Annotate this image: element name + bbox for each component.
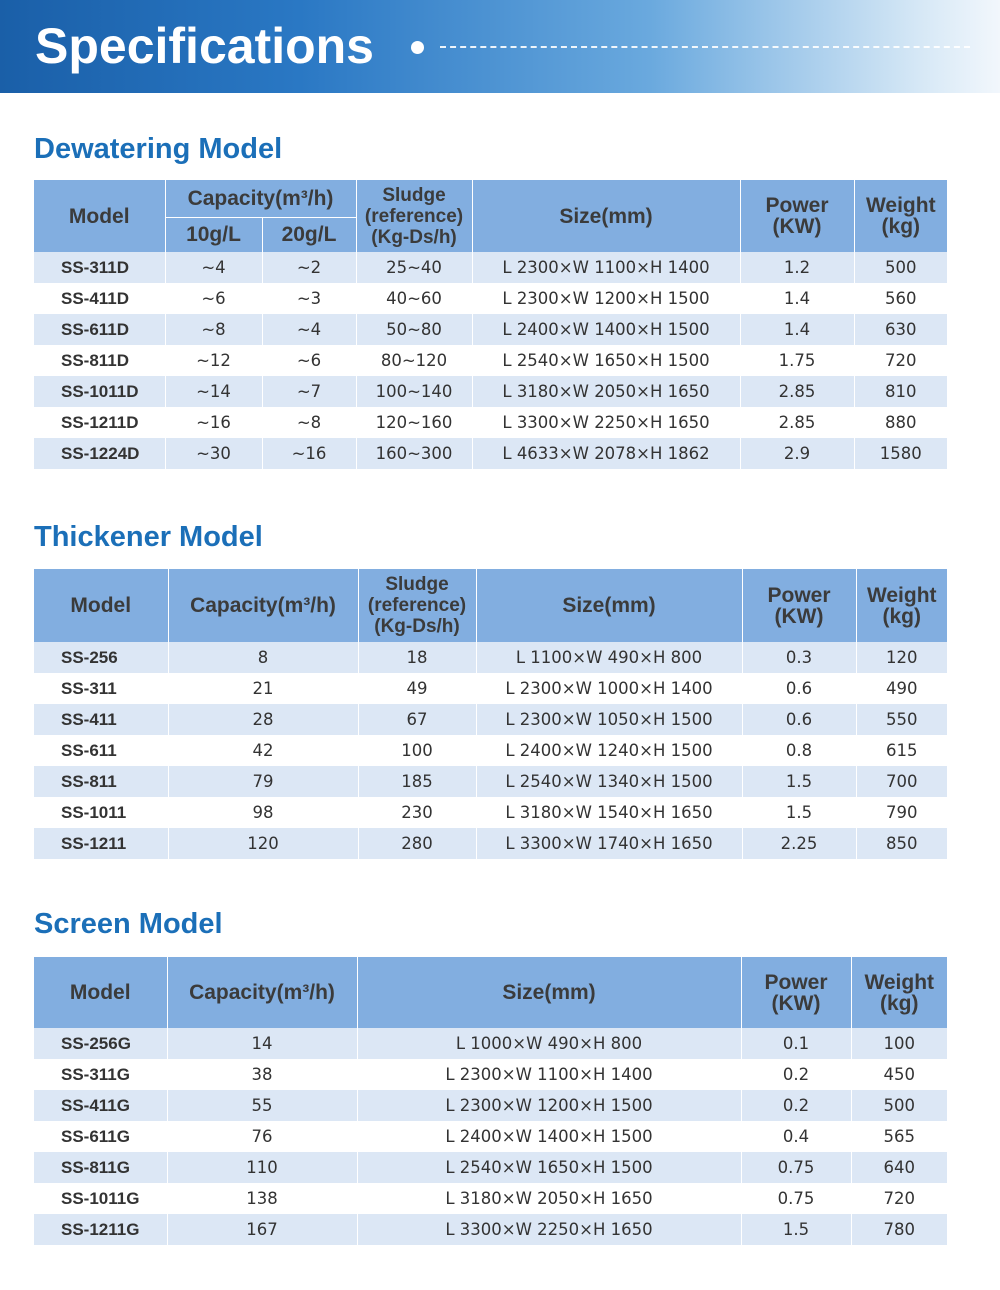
banner-dashed-line xyxy=(440,46,970,48)
cell-power: 1.4 xyxy=(740,314,854,345)
dewatering-section-title: Dewatering Model xyxy=(34,133,283,165)
cell-model: SS-611D xyxy=(34,314,165,345)
table-row xyxy=(34,252,947,283)
cell-size: L 2400×W 1400×H 1500 xyxy=(357,1121,741,1152)
header-model: Model xyxy=(34,569,168,642)
cell-capacity-10: ~12 xyxy=(165,345,262,376)
header-weight-line2: (kg) xyxy=(880,991,919,1015)
cell-sludge: 185 xyxy=(358,766,476,797)
table-row xyxy=(34,1121,947,1152)
header-capacity: Capacity(m³/h) xyxy=(165,180,356,217)
cell-weight: 790 xyxy=(856,797,947,828)
cell-sludge: 67 xyxy=(358,704,476,735)
cell-power: 1.4 xyxy=(740,283,854,314)
header-power-line1: Power xyxy=(764,970,828,994)
cell-sludge: 230 xyxy=(358,797,476,828)
cell-sludge: 100 xyxy=(358,735,476,766)
cell-power: 1.75 xyxy=(740,345,854,376)
cell-capacity: 138 xyxy=(167,1183,357,1214)
cell-capacity: 55 xyxy=(167,1090,357,1121)
cell-weight: 780 xyxy=(851,1214,947,1245)
cell-weight: 500 xyxy=(851,1090,947,1121)
cell-model: SS-311G xyxy=(34,1059,167,1090)
cell-size: L 2400×W 1240×H 1500 xyxy=(476,735,742,766)
header-size: Size(mm) xyxy=(357,957,741,1028)
header-model: Model xyxy=(34,180,165,252)
cell-size: L 3300×W 1740×H 1650 xyxy=(476,828,742,859)
cell-capacity-20: ~3 xyxy=(262,283,356,314)
cell-power: 1.5 xyxy=(742,797,856,828)
cell-power: 0.75 xyxy=(741,1152,851,1183)
header-size: Size(mm) xyxy=(476,569,742,642)
cell-size: L 3300×W 2250×H 1650 xyxy=(472,407,740,438)
table-row xyxy=(34,828,947,859)
cell-model: SS-611G xyxy=(34,1121,167,1152)
cell-power: 0.6 xyxy=(742,704,856,735)
table-row xyxy=(34,673,947,704)
table-row xyxy=(34,376,947,407)
cell-model: SS-411G xyxy=(34,1090,167,1121)
header-sludge-line1: Sludge xyxy=(385,574,449,595)
cell-weight: 700 xyxy=(856,766,947,797)
cell-weight: 640 xyxy=(851,1152,947,1183)
cell-capacity: 167 xyxy=(167,1214,357,1245)
cell-size: L 2540×W 1340×H 1500 xyxy=(476,766,742,797)
header-sludge-line3: (Kg-Ds/h) xyxy=(371,226,457,248)
cell-capacity: 98 xyxy=(168,797,358,828)
cell-capacity: 8 xyxy=(168,642,358,673)
cell-sludge: 120~160 xyxy=(356,407,472,438)
cell-weight: 500 xyxy=(854,252,947,283)
cell-model: SS-1211 xyxy=(34,828,168,859)
table-row xyxy=(34,1059,947,1090)
cell-weight: 1580 xyxy=(854,438,947,469)
cell-weight: 720 xyxy=(851,1183,947,1214)
cell-size: L 2300×W 1100×H 1400 xyxy=(357,1059,741,1090)
cell-power: 0.2 xyxy=(741,1059,851,1090)
cell-size: L 1100×W 490×H 800 xyxy=(476,642,742,673)
table-row xyxy=(34,1028,947,1059)
thickener-section-title: Thickener Model xyxy=(34,521,263,553)
cell-weight: 810 xyxy=(854,376,947,407)
cell-capacity: 14 xyxy=(167,1028,357,1059)
cell-size: L 3300×W 2250×H 1650 xyxy=(357,1214,741,1245)
cell-weight: 720 xyxy=(854,345,947,376)
cell-power: 0.4 xyxy=(741,1121,851,1152)
header-sludge xyxy=(358,569,476,642)
header-size: Size(mm) xyxy=(472,180,740,252)
cell-size: L 2300×W 1200×H 1500 xyxy=(357,1090,741,1121)
cell-weight: 450 xyxy=(851,1059,947,1090)
dewatering-table xyxy=(34,180,947,469)
cell-weight: 550 xyxy=(856,704,947,735)
header-capacity-20gl: 20g/L xyxy=(262,217,356,252)
cell-size: L 2540×W 1650×H 1500 xyxy=(472,345,740,376)
cell-capacity: 38 xyxy=(167,1059,357,1090)
header-sludge-line2: (reference) xyxy=(364,205,464,227)
cell-size: L 2540×W 1650×H 1500 xyxy=(357,1152,741,1183)
header-weight-line1: Weight xyxy=(865,194,936,217)
cell-capacity: 79 xyxy=(168,766,358,797)
cell-capacity-10: ~8 xyxy=(165,314,262,345)
cell-power: 0.75 xyxy=(741,1183,851,1214)
cell-capacity-10: ~4 xyxy=(165,252,262,283)
header-weight-line1: Weight xyxy=(864,970,935,994)
cell-model: SS-1011G xyxy=(34,1183,167,1214)
table-row xyxy=(34,1152,947,1183)
page-title: Specifications xyxy=(35,18,374,74)
table-row xyxy=(34,642,947,673)
cell-model: SS-256 xyxy=(34,642,168,673)
table-row xyxy=(34,283,947,314)
cell-weight: 630 xyxy=(854,314,947,345)
cell-weight: 615 xyxy=(856,735,947,766)
cell-sludge: 18 xyxy=(358,642,476,673)
cell-capacity: 76 xyxy=(167,1121,357,1152)
cell-size: L 1000×W 490×H 800 xyxy=(357,1028,741,1059)
cell-sludge: 49 xyxy=(358,673,476,704)
header-banner xyxy=(0,0,1000,93)
cell-weight: 880 xyxy=(854,407,947,438)
header-power-line1: Power xyxy=(767,583,831,607)
table-row xyxy=(34,1090,947,1121)
cell-capacity-10: ~14 xyxy=(165,376,262,407)
cell-power: 0.2 xyxy=(741,1090,851,1121)
cell-capacity-20: ~6 xyxy=(262,345,356,376)
cell-power: 0.6 xyxy=(742,673,856,704)
cell-size: L 2300×W 1100×H 1400 xyxy=(472,252,740,283)
cell-weight: 560 xyxy=(854,283,947,314)
header-weight-line2: (kg) xyxy=(882,604,921,628)
cell-sludge: 100~140 xyxy=(356,376,472,407)
header-power xyxy=(740,180,854,252)
cell-power: 2.25 xyxy=(742,828,856,859)
header-weight-line1: Weight xyxy=(866,583,937,607)
header-power-line2: (KW) xyxy=(772,215,822,238)
header-capacity: Capacity(m³/h) xyxy=(167,957,357,1028)
cell-model: SS-1011 xyxy=(34,797,168,828)
table-row xyxy=(34,735,947,766)
cell-size: L 2400×W 1400×H 1500 xyxy=(472,314,740,345)
cell-model: SS-611 xyxy=(34,735,168,766)
header-sludge xyxy=(356,180,472,252)
cell-capacity: 42 xyxy=(168,735,358,766)
cell-model: SS-811D xyxy=(34,345,165,376)
header-sludge-line3: (Kg-Ds/h) xyxy=(374,616,460,637)
thickener-table xyxy=(34,569,947,859)
cell-sludge: 40~60 xyxy=(356,283,472,314)
cell-capacity-10: ~30 xyxy=(165,438,262,469)
cell-power: 0.3 xyxy=(742,642,856,673)
cell-size: L 3180×W 2050×H 1650 xyxy=(357,1183,741,1214)
cell-power: 0.8 xyxy=(742,735,856,766)
header-power xyxy=(742,569,856,642)
cell-model: SS-411 xyxy=(34,704,168,735)
header-sludge-line2: (reference) xyxy=(367,595,467,616)
header-capacity-10gl: 10g/L xyxy=(165,217,262,252)
cell-capacity: 110 xyxy=(167,1152,357,1183)
table-row xyxy=(34,1183,947,1214)
cell-weight: 100 xyxy=(851,1028,947,1059)
cell-capacity-10: ~6 xyxy=(165,283,262,314)
cell-model: SS-256G xyxy=(34,1028,167,1059)
cell-size: L 2300×W 1000×H 1400 xyxy=(476,673,742,704)
cell-power: 2.85 xyxy=(740,407,854,438)
cell-capacity-20: ~7 xyxy=(262,376,356,407)
cell-power: 0.1 xyxy=(741,1028,851,1059)
cell-model: SS-1211G xyxy=(34,1214,167,1245)
table-row xyxy=(34,314,947,345)
cell-sludge: 160~300 xyxy=(356,438,472,469)
cell-sludge: 280 xyxy=(358,828,476,859)
cell-model: SS-1011D xyxy=(34,376,165,407)
table-row xyxy=(34,438,947,469)
cell-capacity: 28 xyxy=(168,704,358,735)
cell-size: L 2300×W 1050×H 1500 xyxy=(476,704,742,735)
cell-capacity: 120 xyxy=(168,828,358,859)
table-row xyxy=(34,704,947,735)
header-sludge-line1: Sludge xyxy=(382,184,446,206)
cell-size: L 2300×W 1200×H 1500 xyxy=(472,283,740,314)
header-power-line1: Power xyxy=(765,194,829,217)
header-power-line2: (KW) xyxy=(774,604,824,628)
header-power-line2: (KW) xyxy=(771,991,821,1015)
table-row xyxy=(34,766,947,797)
cell-model: SS-811 xyxy=(34,766,168,797)
cell-weight: 120 xyxy=(856,642,947,673)
cell-power: 1.5 xyxy=(741,1214,851,1245)
cell-capacity-10: ~16 xyxy=(165,407,262,438)
header-model: Model xyxy=(34,957,167,1028)
screen-section-title: Screen Model xyxy=(34,908,223,940)
cell-model: SS-311 xyxy=(34,673,168,704)
header-weight xyxy=(854,180,947,252)
cell-sludge: 25~40 xyxy=(356,252,472,283)
table-row xyxy=(34,797,947,828)
cell-model: SS-1211D xyxy=(34,407,165,438)
header-capacity: Capacity(m³/h) xyxy=(168,569,358,642)
cell-power: 1.5 xyxy=(742,766,856,797)
header-weight xyxy=(856,569,947,642)
header-power xyxy=(741,957,851,1028)
table-row xyxy=(34,345,947,376)
cell-capacity-20: ~2 xyxy=(262,252,356,283)
cell-sludge: 80~120 xyxy=(356,345,472,376)
cell-power: 2.9 xyxy=(740,438,854,469)
cell-model: SS-811G xyxy=(34,1152,167,1183)
cell-capacity: 21 xyxy=(168,673,358,704)
cell-size: L 3180×W 1540×H 1650 xyxy=(476,797,742,828)
cell-power: 2.85 xyxy=(740,376,854,407)
cell-model: SS-411D xyxy=(34,283,165,314)
cell-size: L 3180×W 2050×H 1650 xyxy=(472,376,740,407)
cell-sludge: 50~80 xyxy=(356,314,472,345)
table-row xyxy=(34,407,947,438)
banner-dot-icon xyxy=(411,41,424,54)
cell-power: 1.2 xyxy=(740,252,854,283)
screen-table xyxy=(34,957,947,1245)
cell-size: L 4633×W 2078×H 1862 xyxy=(472,438,740,469)
cell-capacity-20: ~8 xyxy=(262,407,356,438)
cell-model: SS-1224D xyxy=(34,438,165,469)
cell-weight: 565 xyxy=(851,1121,947,1152)
header-weight-line2: (kg) xyxy=(881,215,921,238)
cell-model: SS-311D xyxy=(34,252,165,283)
cell-weight: 850 xyxy=(856,828,947,859)
cell-capacity-20: ~4 xyxy=(262,314,356,345)
table-row xyxy=(34,1214,947,1245)
cell-capacity-20: ~16 xyxy=(262,438,356,469)
cell-weight: 490 xyxy=(856,673,947,704)
header-weight xyxy=(851,957,947,1028)
